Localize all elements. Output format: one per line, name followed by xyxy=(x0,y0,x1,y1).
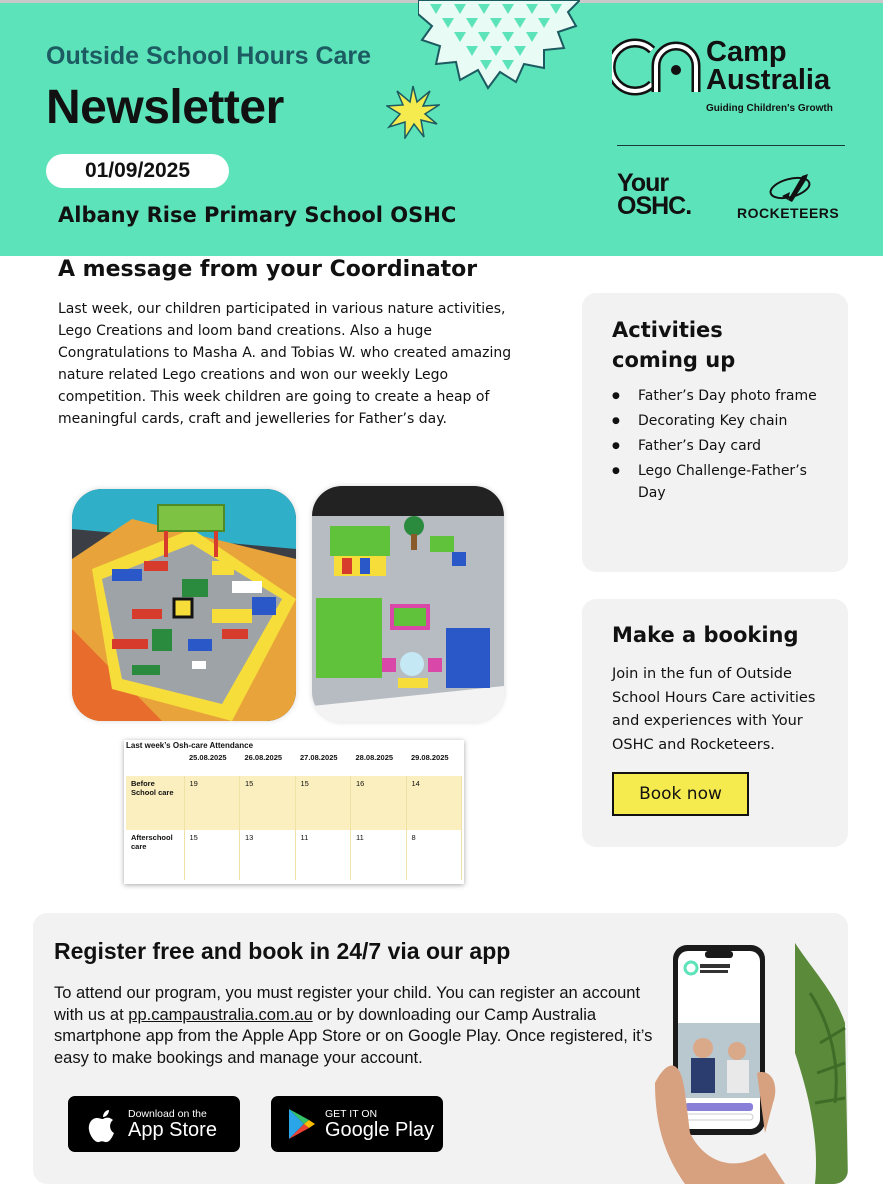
coordinator-heading: A message from your Coordinator xyxy=(58,257,478,282)
attendance-date-header: 28.08.2025 xyxy=(355,753,394,762)
booking-description: Join in the fun of Outside School Hours Care activities and experiences with Your OSHC and Rocketeers. xyxy=(612,666,816,753)
app-registration-section xyxy=(33,913,848,1184)
activity-item: ● Father’s Day card xyxy=(612,435,832,457)
attendance-table-image xyxy=(124,740,464,884)
newsletter-header xyxy=(0,0,883,256)
app-description-part2: or by downloading our Camp Australia smartphone app from the Apple App Store or on Google Play. Once registered, it’s easy to make bookings and manage your account. xyxy=(54,1005,653,1067)
attendance-cell: 11 xyxy=(295,830,351,880)
google-play-button[interactable] xyxy=(271,1096,443,1152)
attendance-date-header: 29.08.2025 xyxy=(411,753,449,762)
phone-app-illustration xyxy=(645,933,848,1184)
activities-heading-line2: coming up xyxy=(612,348,736,372)
camp-australia-line2: Australia xyxy=(706,64,831,96)
app-store-small-text: Download on the xyxy=(128,1108,207,1120)
attendance-row-afterschool xyxy=(126,830,462,880)
lego-creation-photo-2 xyxy=(312,486,504,722)
apple-icon xyxy=(86,1106,120,1144)
attendance-row-label: Before School care xyxy=(126,776,184,830)
attendance-cell: 15 xyxy=(240,776,296,830)
google-play-big-text: Google Play xyxy=(325,1119,434,1141)
header-divider xyxy=(617,145,845,146)
google-play-icon xyxy=(287,1108,317,1140)
booking-card xyxy=(582,599,848,847)
app-heading: Register free and book in 24/7 via our app xyxy=(54,938,511,964)
camp-australia-logo-mark xyxy=(612,36,702,98)
camp-australia-wordmark xyxy=(706,38,830,94)
booking-heading: Make a booking xyxy=(612,623,799,647)
yellow-star-decoration xyxy=(386,85,440,139)
your-oshc-logo xyxy=(617,169,692,220)
attendance-cell: 15 xyxy=(295,776,351,830)
camp-australia-line1: Camp xyxy=(706,36,787,68)
activity-item: ● Decorating Key chain xyxy=(612,410,832,432)
app-description-part1: To attend our program, you must register your child. You can register an account with us at xyxy=(54,984,641,1024)
attendance-date-header: 25.08.2025 xyxy=(189,753,227,762)
header-subtitle: Outside School Hours Care xyxy=(46,42,372,70)
your-oshc-line1: Your xyxy=(617,169,669,197)
activities-heading-line1: Activities xyxy=(612,318,723,342)
triangle-starburst-decoration xyxy=(418,0,580,90)
attendance-header-row xyxy=(126,750,462,776)
attendance-date-header: 27.08.2025 xyxy=(300,753,338,762)
attendance-cell: 11 xyxy=(351,830,407,880)
activities-list xyxy=(612,385,832,507)
lego-creation-photo-1 xyxy=(72,489,296,721)
app-description xyxy=(54,983,654,1069)
activities-heading xyxy=(612,315,735,375)
newsletter-title: Newsletter xyxy=(46,81,284,134)
book-now-button[interactable]: Book now xyxy=(612,772,749,816)
register-link[interactable]: pp.campaustralia.com.au xyxy=(128,1005,313,1024)
attendance-cell: 13 xyxy=(240,830,296,880)
attendance-cell: 14 xyxy=(406,776,462,830)
camp-australia-logo xyxy=(612,36,852,126)
coordinator-message: Last week, our children participated in various nature activities, Lego Creations and loom band creations. Also a huge Congratulations to Masha A. and Tobias W. who created amazing nature related Lego creations and won our weekly Lego competition. This week children are going to create a heap of meaningful cards, craft and jewelleries for Father’s day. xyxy=(58,301,512,427)
rocketeers-logo: ROCKETEERS xyxy=(737,205,840,221)
attendance-row-before-school xyxy=(126,776,462,830)
school-name: Albany Rise Primary School OSHC xyxy=(58,203,457,227)
attendance-cell: 8 xyxy=(406,830,462,880)
newsletter-date: 01/09/2025 xyxy=(46,154,229,188)
app-store-button[interactable] xyxy=(68,1096,240,1152)
camp-australia-tagline: Guiding Children's Growth xyxy=(706,103,833,114)
activity-item: ● Father’s Day photo frame xyxy=(612,385,832,407)
your-oshc-line2: OSHC. xyxy=(617,192,692,220)
google-play-small-text: GET IT ON xyxy=(325,1108,378,1120)
lego-photo-2-illustration xyxy=(312,486,504,722)
attendance-table xyxy=(126,750,462,880)
activities-card xyxy=(582,293,848,572)
app-store-big-text: App Store xyxy=(128,1119,217,1141)
rocket-icon xyxy=(768,170,818,204)
attendance-cell: 16 xyxy=(351,776,407,830)
attendance-caption: Last week’s Osh-care Attendance xyxy=(126,741,254,750)
attendance-date-header: 26.08.2025 xyxy=(244,753,283,762)
attendance-cell: 19 xyxy=(184,776,240,830)
attendance-row-label: Afterschool care xyxy=(126,830,184,880)
lego-photo-1-illustration xyxy=(72,489,296,721)
activity-item: ● Lego Challenge-Father’s Day xyxy=(612,460,832,504)
attendance-corner-cell xyxy=(126,750,184,776)
attendance-cell: 15 xyxy=(184,830,240,880)
